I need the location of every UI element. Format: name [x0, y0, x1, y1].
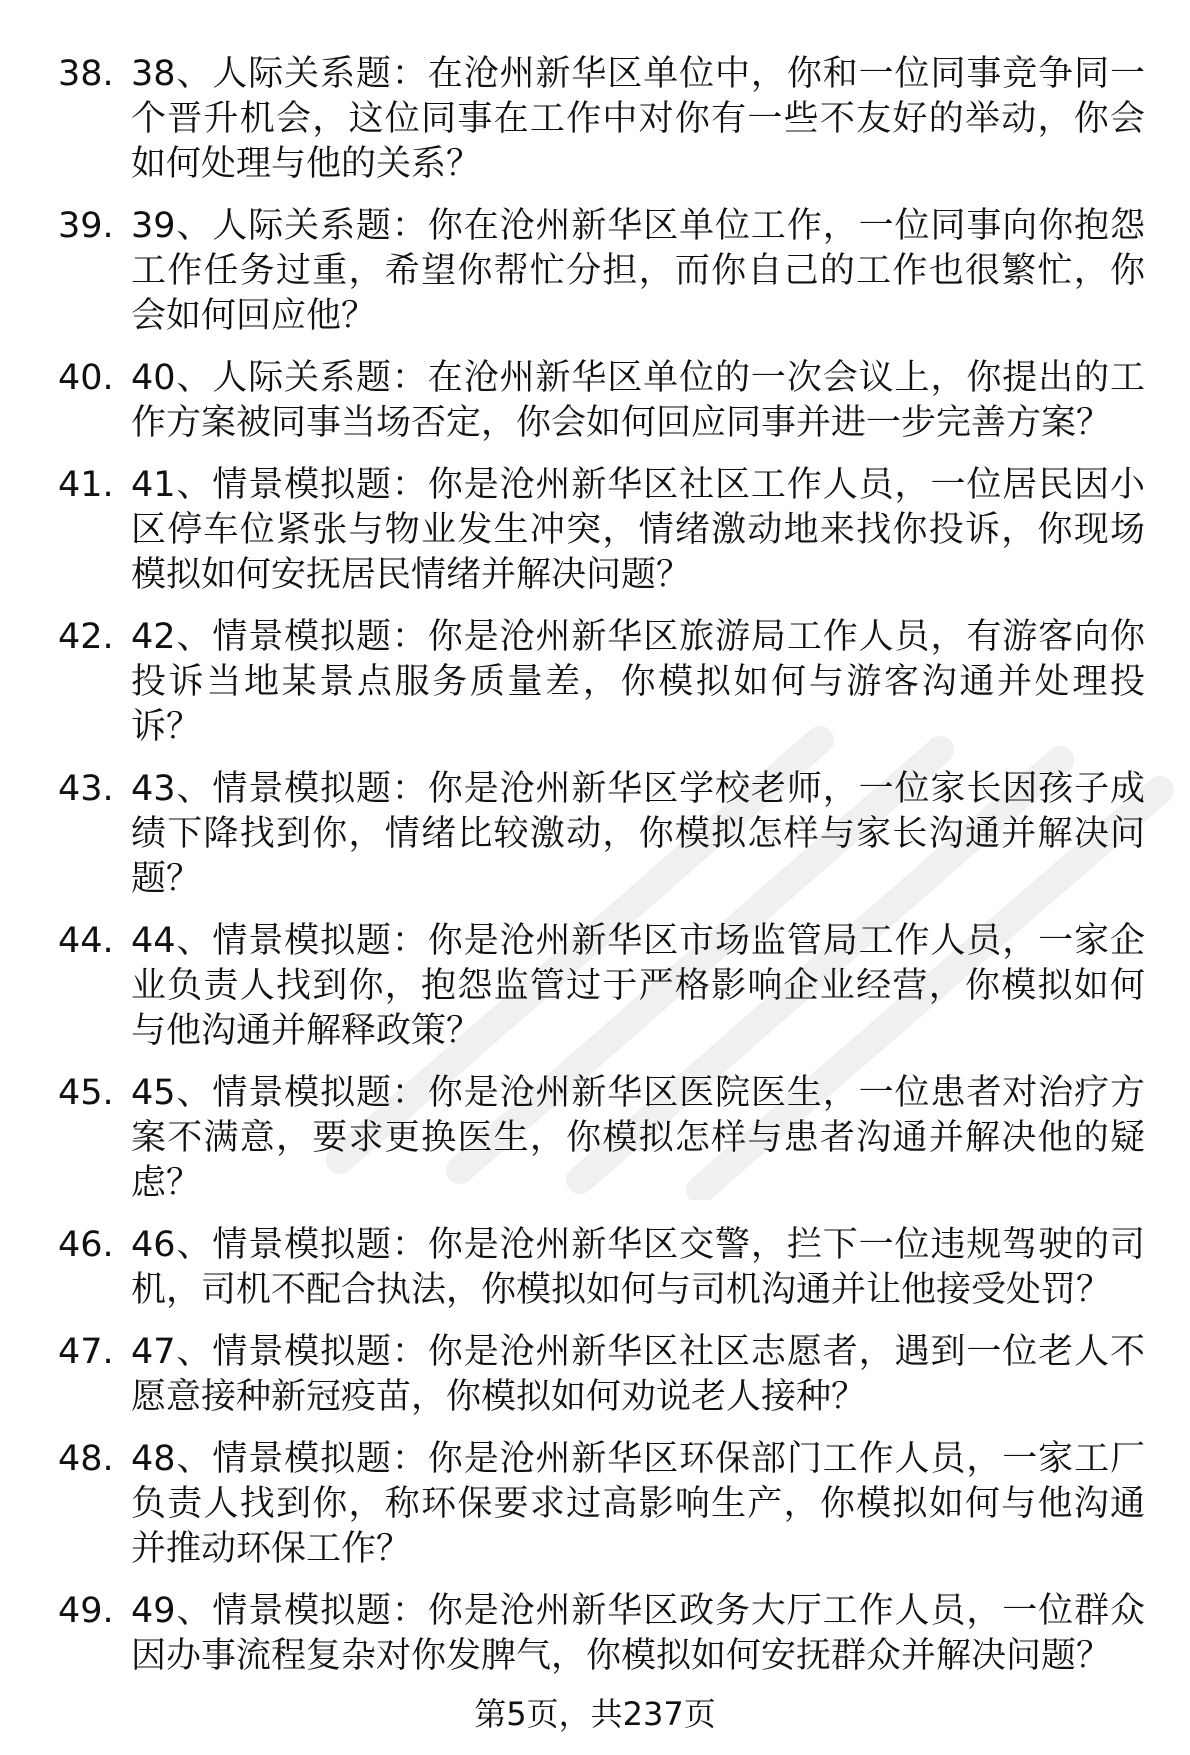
question-text: 46、情景模拟题：你是沧州新华区交警，拦下一位违规驾驶的司机，司机不配合执法，你模拟如何与司机沟通并让他接受处罚？: [131, 1225, 1145, 1310]
question-number: 42.: [58, 617, 114, 657]
question-number: 43.: [58, 769, 114, 809]
question-item: [0, 1437, 1190, 1572]
question-text: 43、情景模拟题：你是沧州新华区学校老师，一位家长因孩子成绩下降找到你，情绪比较激动，你模拟怎样与家长沟通并解决问题？: [131, 769, 1145, 899]
question-number: 45.: [58, 1073, 114, 1113]
question-text: 45、情景模拟题：你是沧州新华区医院医生，一位患者对治疗方案不满意，要求更换医生，你模拟怎样与患者沟通并解决他的疑虑？: [131, 1073, 1145, 1203]
question-item: [0, 1589, 1190, 1679]
question-item: [0, 767, 1190, 902]
question-text: 42、情景模拟题：你是沧州新华区旅游局工作人员，有游客向你投诉当地某景点服务质量差，你模拟如何与游客沟通并处理投诉？: [131, 617, 1145, 747]
question-text: 39、人际关系题：你在沧州新华区单位工作，一位同事向你抱怨工作任务过重，希望你帮忙分担，而你自己的工作也很繁忙，你会如何回应他？: [131, 206, 1145, 336]
page-footer: [0, 1694, 1190, 1734]
question-number: 40.: [58, 358, 114, 398]
question-item: [0, 52, 1190, 187]
question-number: 47.: [58, 1332, 114, 1372]
question-text: 48、情景模拟题：你是沧州新华区环保部门工作人员，一家工厂负责人找到你，称环保要求过高影响生产，你模拟如何与他沟通并推动环保工作？: [131, 1439, 1145, 1569]
question-item: [0, 919, 1190, 1054]
question-text: 47、情景模拟题：你是沧州新华区社区志愿者，遇到一位老人不愿意接种新冠疫苗，你模拟如何劝说老人接种？: [131, 1332, 1145, 1417]
page-number-label: 第5页，共237页: [474, 1695, 716, 1733]
question-text: 49、情景模拟题：你是沧州新华区政务大厅工作人员，一位群众因办事流程复杂对你发脾气，你模拟如何安抚群众并解决问题？: [131, 1591, 1145, 1676]
question-number: 39.: [58, 206, 114, 246]
question-number: 44.: [58, 921, 114, 961]
question-number: 49.: [58, 1591, 114, 1631]
question-item: [0, 1330, 1190, 1420]
question-number: 41.: [58, 465, 114, 505]
question-item: [0, 204, 1190, 339]
question-number: 48.: [58, 1439, 114, 1479]
question-number: 38.: [58, 54, 114, 94]
question-text: 41、情景模拟题：你是沧州新华区社区工作人员，一位居民因小区停车位紧张与物业发生冲突，情绪激动地来找你投诉，你现场模拟如何安抚居民情绪并解决问题？: [131, 465, 1145, 595]
question-text: 40、人际关系题：在沧州新华区单位的一次会议上，你提出的工作方案被同事当场否定，你会如何回应同事并进一步完善方案？: [131, 358, 1145, 443]
question-item: [0, 1071, 1190, 1206]
question-list: [0, 52, 1190, 1696]
question-item: [0, 463, 1190, 598]
question-number: 46.: [58, 1225, 114, 1265]
question-item: [0, 356, 1190, 446]
question-text: 38、人际关系题：在沧州新华区单位中，你和一位同事竞争同一个晋升机会，这位同事在工作中对你有一些不友好的举动，你会如何处理与他的关系？: [131, 54, 1145, 184]
question-item: [0, 615, 1190, 750]
question-item: [0, 1223, 1190, 1313]
question-text: 44、情景模拟题：你是沧州新华区市场监管局工作人员，一家企业负责人找到你，抱怨监管过于严格影响企业经营，你模拟如何与他沟通并解释政策？: [131, 921, 1145, 1051]
